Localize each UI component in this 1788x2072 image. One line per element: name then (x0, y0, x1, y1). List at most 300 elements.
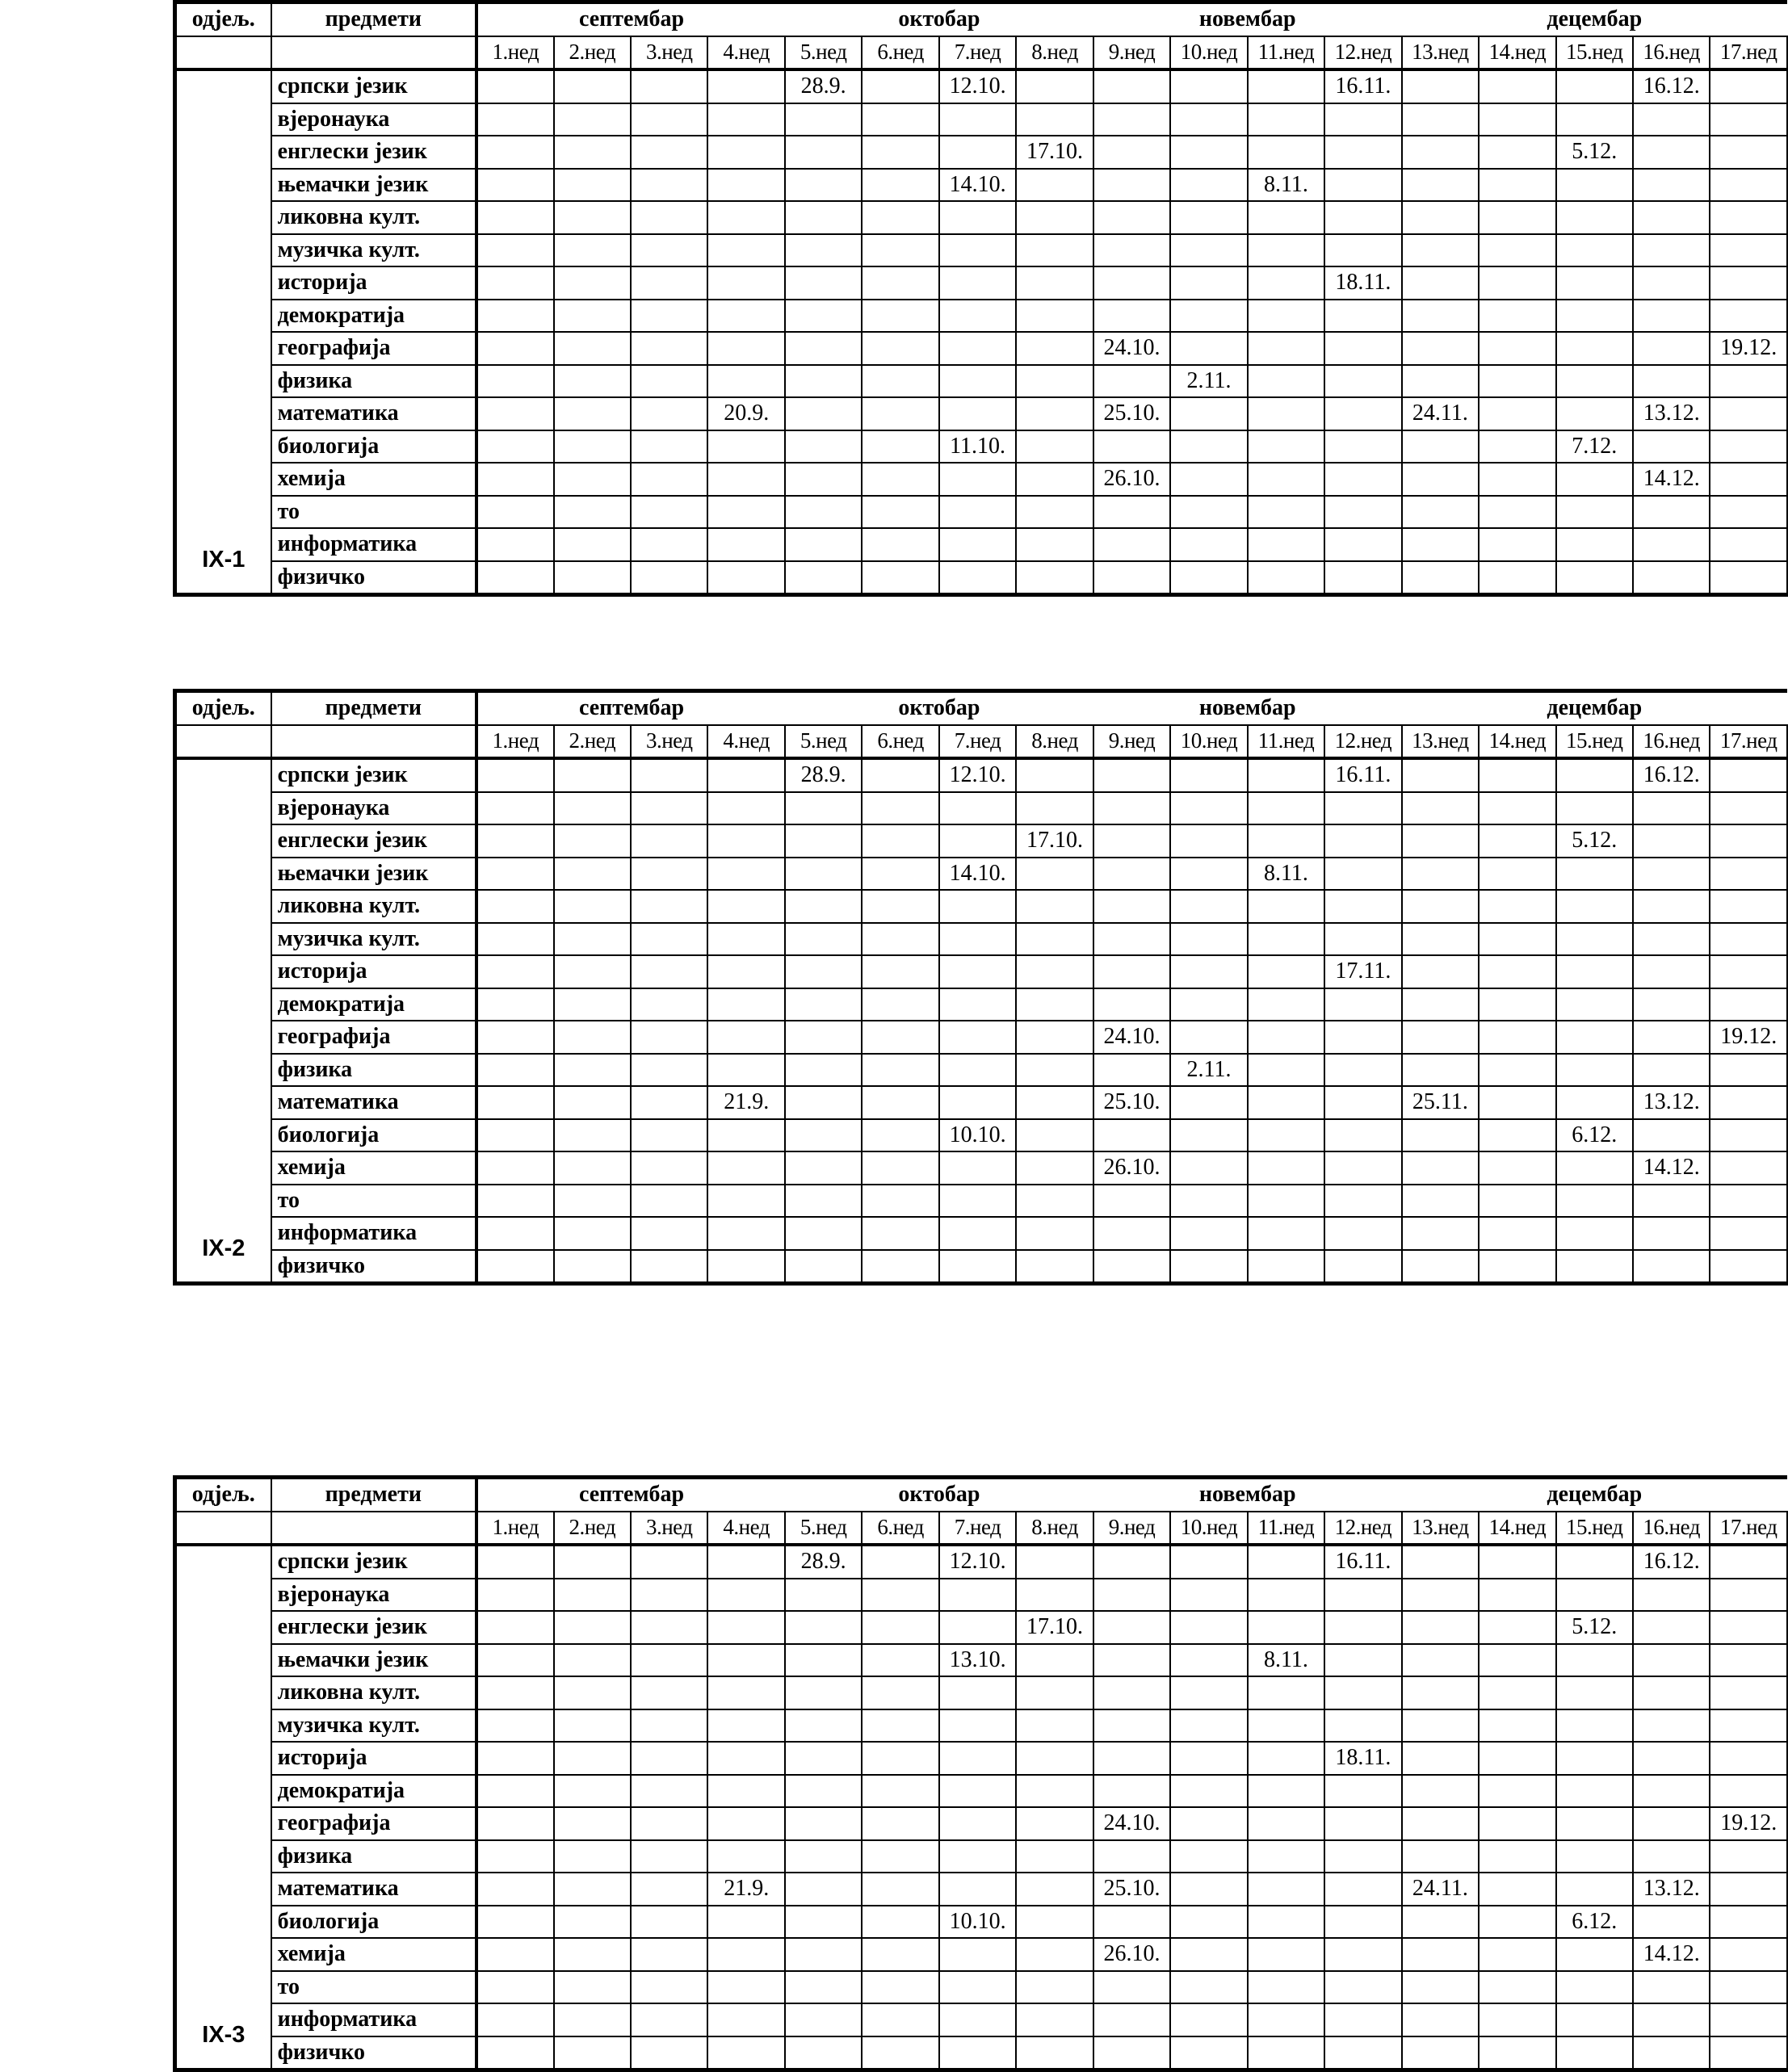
date-cell (785, 1775, 862, 1808)
date-cell (1479, 1579, 1555, 1612)
date-cell (1710, 1579, 1787, 1612)
date-cell (1402, 1217, 1479, 1250)
date-cell (707, 1185, 784, 1218)
date-cell (1556, 1021, 1633, 1054)
date-cell (554, 234, 631, 267)
date-cell (939, 136, 1016, 169)
date-cell (1710, 988, 1787, 1021)
date-cell (707, 528, 784, 561)
date-cell (785, 365, 862, 398)
week-header: 11.нед (1248, 36, 1324, 70)
date-cell (476, 2003, 553, 2036)
subject-label: то (271, 1971, 477, 2004)
date-cell (862, 1676, 938, 1709)
date-cell (1402, 103, 1479, 136)
date-cell (1556, 1217, 1633, 1250)
date-cell (1248, 1840, 1324, 1873)
date-cell (1710, 2003, 1787, 2036)
table-row (175, 332, 1788, 365)
empty-header-cell (271, 36, 477, 70)
date-cell (1248, 463, 1324, 496)
date-cell (631, 824, 707, 858)
date-cell (862, 1873, 938, 1906)
date-cell (1633, 955, 1710, 988)
subject-label: музичка култ. (271, 1709, 477, 1743)
date-cell (862, 1906, 938, 1939)
table-row (175, 1644, 1788, 1677)
date-cell (862, 496, 938, 529)
date-cell (476, 201, 553, 234)
subject-label: физика (271, 365, 477, 398)
date-cell (1402, 234, 1479, 267)
date-cell (939, 1086, 1016, 1119)
date-cell (1710, 266, 1787, 300)
date-cell (1556, 365, 1633, 398)
date-cell: 20.9. (707, 397, 784, 430)
date-cell (1633, 858, 1710, 891)
date-cell (1093, 1250, 1170, 1284)
date-cell (476, 1807, 553, 1840)
date-cell (1248, 136, 1324, 169)
date-cell (1633, 496, 1710, 529)
date-cell (1402, 266, 1479, 300)
date-cell (785, 1971, 862, 2004)
date-cell (631, 332, 707, 365)
date-cell (631, 1873, 707, 1906)
date-cell (862, 201, 938, 234)
date-cell (476, 1151, 553, 1185)
date-cell (1479, 758, 1555, 792)
date-cell (1710, 169, 1787, 202)
week-header: 1.нед (476, 725, 553, 759)
date-cell (1633, 103, 1710, 136)
table-row (175, 1217, 1788, 1250)
date-cell (1556, 858, 1633, 891)
date-cell (1170, 69, 1247, 103)
date-cell (862, 561, 938, 595)
date-cell (1633, 988, 1710, 1021)
date-cell (1016, 1579, 1093, 1612)
date-cell (1248, 988, 1324, 1021)
date-cell (1016, 1906, 1093, 1939)
table-row (175, 169, 1788, 202)
table-row (175, 1709, 1788, 1743)
date-cell (1170, 1185, 1247, 1218)
date-cell (939, 1054, 1016, 1087)
date-cell (1248, 1873, 1324, 1906)
date-cell (1479, 1250, 1555, 1284)
table-row (175, 923, 1788, 956)
subject-label: информатика (271, 1217, 477, 1250)
date-cell (1324, 1938, 1401, 1971)
date-cell (785, 1579, 862, 1612)
table-row (175, 1054, 1788, 1087)
date-cell (1710, 1119, 1787, 1152)
date-cell (476, 266, 553, 300)
date-cell (707, 69, 784, 103)
subject-column-header: предмети (271, 691, 477, 725)
header-row-weeks (175, 36, 1788, 70)
date-cell (1093, 496, 1170, 529)
date-cell (1402, 758, 1479, 792)
date-cell (1093, 1054, 1170, 1087)
date-cell (785, 1709, 862, 1743)
date-cell (939, 397, 1016, 430)
date-cell (1248, 1906, 1324, 1939)
date-cell: 24.10. (1093, 1021, 1170, 1054)
date-cell (1556, 201, 1633, 234)
date-cell (1710, 300, 1787, 333)
date-cell (1556, 988, 1633, 1021)
date-cell (1710, 561, 1787, 595)
date-cell (707, 234, 784, 267)
date-cell (1556, 300, 1633, 333)
date-cell (707, 136, 784, 169)
date-cell (631, 365, 707, 398)
date-cell (1016, 1676, 1093, 1709)
date-cell (1016, 890, 1093, 923)
date-cell (476, 1054, 553, 1087)
date-cell (1016, 1086, 1093, 1119)
date-cell (476, 1840, 553, 1873)
date-cell (785, 1611, 862, 1644)
date-cell (476, 1971, 553, 2004)
date-cell (785, 2036, 862, 2070)
date-cell (1479, 1611, 1555, 1644)
date-cell (1016, 1971, 1093, 2004)
date-cell (939, 365, 1016, 398)
table-row (175, 300, 1788, 333)
date-cell (939, 201, 1016, 234)
table-row (175, 758, 1788, 792)
date-cell (1016, 1775, 1093, 1808)
date-cell (1170, 1250, 1247, 1284)
date-cell (1170, 1676, 1247, 1709)
date-cell (631, 1906, 707, 1939)
date-cell (476, 1644, 553, 1677)
table-row (175, 1676, 1788, 1709)
date-cell (862, 1119, 938, 1152)
date-cell (631, 1119, 707, 1152)
date-cell (554, 1054, 631, 1087)
date-cell: 26.10. (1093, 1938, 1170, 1971)
date-cell (1556, 528, 1633, 561)
date-cell (476, 463, 553, 496)
date-cell (1556, 561, 1633, 595)
date-cell (1710, 103, 1787, 136)
date-cell: 5.12. (1556, 136, 1633, 169)
date-cell (785, 1086, 862, 1119)
table-row (175, 2003, 1788, 2036)
date-cell (1016, 1250, 1093, 1284)
date-cell (1479, 332, 1555, 365)
subject-label: информатика (271, 528, 477, 561)
week-header: 17.нед (1710, 725, 1787, 759)
month-header: октобар (785, 1478, 1093, 1512)
date-cell (1633, 300, 1710, 333)
date-cell (476, 496, 553, 529)
date-cell (1324, 988, 1401, 1021)
month-header: новембар (1093, 691, 1402, 725)
date-cell (554, 561, 631, 595)
date-cell (1170, 1119, 1247, 1152)
schedule-table (173, 0, 1788, 597)
table-row (175, 266, 1788, 300)
date-cell (554, 463, 631, 496)
date-cell (707, 266, 784, 300)
date-cell (1093, 890, 1170, 923)
date-cell (1479, 1840, 1555, 1873)
month-header: октобар (785, 2, 1093, 36)
subject-label: физичко (271, 2036, 477, 2070)
week-header: 2.нед (554, 1512, 631, 1546)
date-cell (1402, 2003, 1479, 2036)
date-cell (1016, 69, 1093, 103)
date-cell (707, 1021, 784, 1054)
date-cell (707, 955, 784, 988)
date-cell (631, 463, 707, 496)
date-cell (862, 136, 938, 169)
date-cell (707, 1151, 784, 1185)
date-cell (1248, 1217, 1324, 1250)
date-cell (631, 1971, 707, 2004)
date-cell (1402, 1611, 1479, 1644)
date-cell (785, 988, 862, 1021)
date-cell (1170, 103, 1247, 136)
date-cell (1479, 2036, 1555, 2070)
subject-label: биологија (271, 1119, 477, 1152)
date-cell (1016, 1217, 1093, 1250)
date-cell (1633, 136, 1710, 169)
date-cell (1324, 1840, 1401, 1873)
date-cell (1479, 1807, 1555, 1840)
date-cell: 5.12. (1556, 1611, 1633, 1644)
date-cell (1324, 1021, 1401, 1054)
date-cell (862, 103, 938, 136)
date-cell (862, 1250, 938, 1284)
date-cell (1479, 988, 1555, 1021)
date-cell (1324, 1807, 1401, 1840)
date-cell (1324, 169, 1401, 202)
table-row (175, 365, 1788, 398)
subject-label: њемачки језик (271, 1644, 477, 1677)
date-cell (1556, 792, 1633, 825)
date-cell (862, 332, 938, 365)
date-cell (1016, 1054, 1093, 1087)
date-cell (1248, 300, 1324, 333)
date-cell (785, 266, 862, 300)
date-cell (1093, 1579, 1170, 1612)
date-cell (1633, 1742, 1710, 1775)
class-name-label: IX-3 (175, 1545, 271, 2070)
subject-label: демократија (271, 1775, 477, 1808)
table-row (175, 1086, 1788, 1119)
date-cell (1016, 1873, 1093, 1906)
date-cell (554, 1119, 631, 1152)
week-header: 11.нед (1248, 725, 1324, 759)
subject-label: географија (271, 332, 477, 365)
date-cell (1016, 496, 1093, 529)
week-header: 6.нед (862, 725, 938, 759)
date-cell (1093, 1119, 1170, 1152)
date-cell (1324, 430, 1401, 463)
date-cell (554, 397, 631, 430)
date-cell: 10.10. (939, 1119, 1016, 1152)
date-cell (631, 1021, 707, 1054)
date-cell (785, 1119, 862, 1152)
date-cell (631, 1938, 707, 1971)
date-cell (554, 430, 631, 463)
date-cell (1248, 1971, 1324, 2004)
date-cell (785, 496, 862, 529)
date-cell (862, 1021, 938, 1054)
week-header: 16.нед (1633, 725, 1710, 759)
date-cell (1093, 2036, 1170, 2070)
month-header: октобар (785, 691, 1093, 725)
date-cell (1633, 1250, 1710, 1284)
date-cell (862, 266, 938, 300)
date-cell (1016, 561, 1093, 595)
date-cell (1324, 1611, 1401, 1644)
week-header: 12.нед (1324, 725, 1401, 759)
date-cell (1016, 332, 1093, 365)
date-cell (1324, 103, 1401, 136)
date-cell (1170, 430, 1247, 463)
date-cell (1248, 1250, 1324, 1284)
date-cell (1402, 528, 1479, 561)
date-cell (1556, 1938, 1633, 1971)
table-row (175, 103, 1788, 136)
header-row-months (175, 691, 1788, 725)
date-cell (1016, 1709, 1093, 1743)
date-cell (1633, 1644, 1710, 1677)
date-cell (862, 1611, 938, 1644)
date-cell (476, 1250, 553, 1284)
date-cell (707, 300, 784, 333)
date-cell (939, 528, 1016, 561)
date-cell (707, 1807, 784, 1840)
date-cell (785, 463, 862, 496)
date-cell (1479, 1086, 1555, 1119)
date-cell (707, 332, 784, 365)
subject-label: то (271, 496, 477, 529)
date-cell (1479, 397, 1555, 430)
date-cell (862, 69, 938, 103)
week-header: 17.нед (1710, 1512, 1787, 1546)
date-cell (785, 430, 862, 463)
date-cell (1016, 234, 1093, 267)
date-cell (554, 69, 631, 103)
date-cell (862, 1971, 938, 2004)
date-cell (476, 890, 553, 923)
date-cell (554, 1545, 631, 1579)
date-cell (1093, 561, 1170, 595)
date-cell (1170, 1644, 1247, 1677)
date-cell (1093, 365, 1170, 398)
date-cell (1633, 1054, 1710, 1087)
date-cell (1093, 1611, 1170, 1644)
date-cell (1633, 332, 1710, 365)
date-cell (1248, 397, 1324, 430)
date-cell (785, 858, 862, 891)
header-row-weeks (175, 725, 1788, 759)
date-cell (1324, 496, 1401, 529)
date-cell (1633, 561, 1710, 595)
empty-header-cell (271, 1512, 477, 1546)
date-cell (862, 824, 938, 858)
date-cell (862, 463, 938, 496)
table-row (175, 1775, 1788, 1808)
date-cell (1093, 988, 1170, 1021)
date-cell (1556, 1807, 1633, 1840)
date-cell (1402, 1709, 1479, 1743)
date-cell (1633, 365, 1710, 398)
week-header: 3.нед (631, 36, 707, 70)
date-cell (1556, 2003, 1633, 2036)
table-row (175, 1742, 1788, 1775)
date-cell (1402, 923, 1479, 956)
date-cell (1402, 1579, 1479, 1612)
date-cell: 13.12. (1633, 397, 1710, 430)
date-cell (1248, 955, 1324, 988)
date-cell (1170, 1906, 1247, 1939)
date-cell (554, 528, 631, 561)
subject-label: физичко (271, 561, 477, 595)
week-header: 5.нед (785, 36, 862, 70)
date-cell (1402, 1151, 1479, 1185)
date-cell (785, 792, 862, 825)
date-cell (1248, 890, 1324, 923)
date-cell (707, 2036, 784, 2070)
date-cell (1170, 923, 1247, 956)
date-cell (707, 1971, 784, 2004)
date-cell (1170, 1611, 1247, 1644)
date-cell (554, 201, 631, 234)
week-header: 16.нед (1633, 1512, 1710, 1546)
date-cell: 12.10. (939, 758, 1016, 792)
date-cell (1324, 234, 1401, 267)
date-cell (1324, 2036, 1401, 2070)
date-cell (1016, 1742, 1093, 1775)
date-cell (1402, 332, 1479, 365)
date-cell (631, 1250, 707, 1284)
date-cell (707, 201, 784, 234)
week-header: 4.нед (707, 725, 784, 759)
date-cell (1016, 1938, 1093, 1971)
date-cell (939, 1709, 1016, 1743)
date-cell (1324, 528, 1401, 561)
date-cell (1402, 1840, 1479, 1873)
date-cell (631, 1742, 707, 1775)
date-cell (1170, 397, 1247, 430)
date-cell (1093, 1185, 1170, 1218)
subject-label: енглески језик (271, 136, 477, 169)
date-cell (1402, 955, 1479, 988)
date-cell (1324, 1971, 1401, 2004)
date-cell (939, 923, 1016, 956)
week-header: 14.нед (1479, 36, 1555, 70)
empty-header-cell (175, 36, 271, 70)
date-cell (554, 1086, 631, 1119)
month-header: децембар (1402, 1478, 1787, 1512)
date-cell (1170, 266, 1247, 300)
date-cell (1710, 1185, 1787, 1218)
date-cell (554, 1250, 631, 1284)
date-cell (939, 955, 1016, 988)
date-cell (1093, 234, 1170, 267)
date-cell (631, 528, 707, 561)
date-cell (939, 332, 1016, 365)
